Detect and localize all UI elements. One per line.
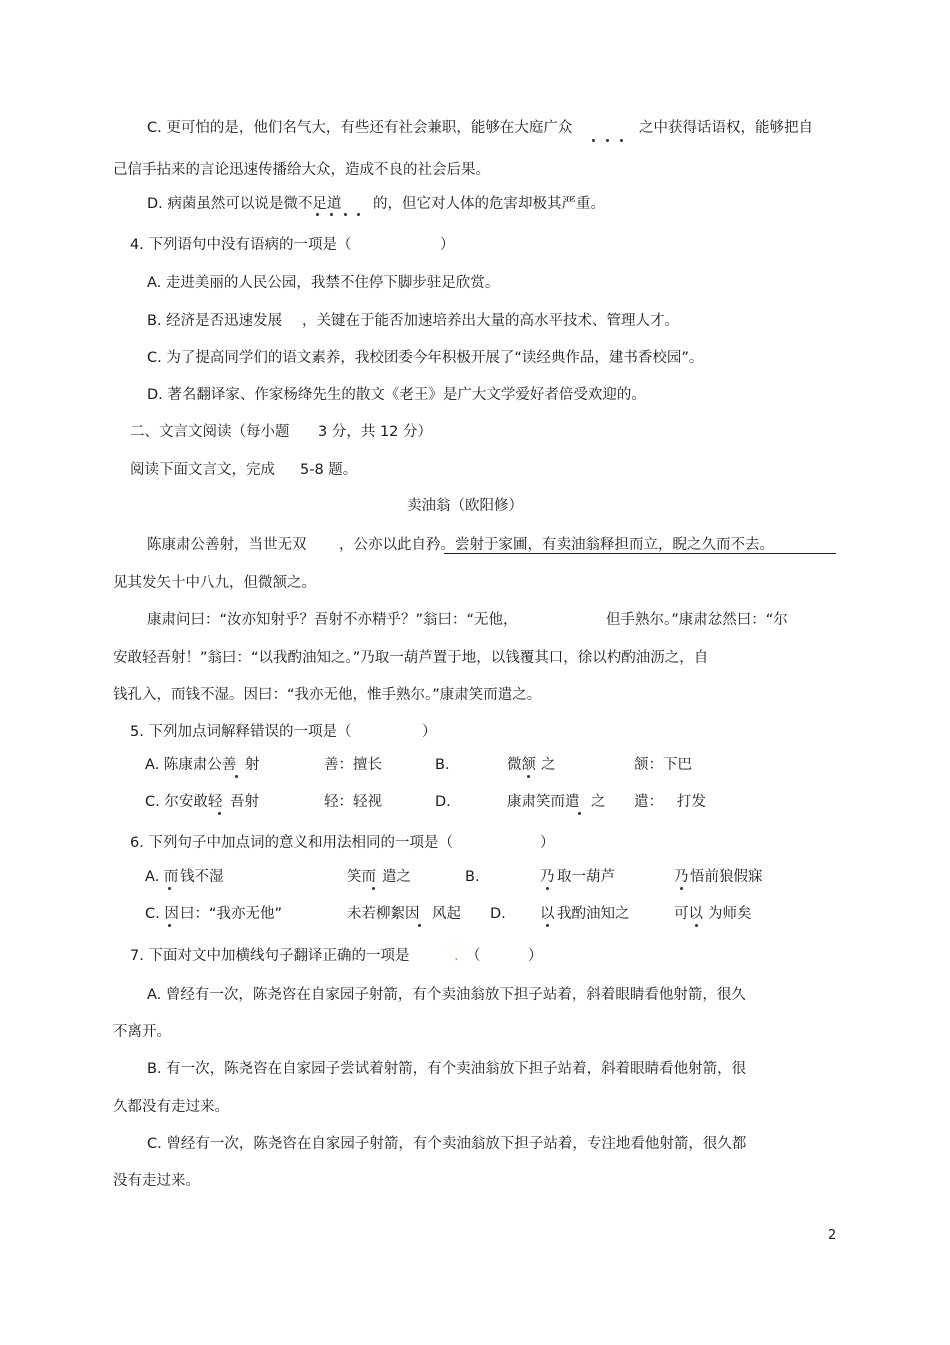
q3-option-d-head: D. 病菌虽然可以说是微不足道 xyxy=(147,196,342,212)
emphasis-dot xyxy=(218,812,221,815)
passage-p1-line2: 见其发矢十中八九，但微颔之。 xyxy=(113,575,316,591)
q3-option-c-line1-tail: 之中获得话语权，能够把自 xyxy=(639,120,813,136)
q5-option-d-label: D. xyxy=(435,794,451,810)
q4-option-a: A. 走进美丽的人民公园，我禁不住停下脚步驻足欣赏。 xyxy=(147,275,500,291)
emphasis-dot xyxy=(168,924,171,927)
q6-option-d-rest: 我酌油知之 xyxy=(557,906,630,922)
q5-option-d-gloss-value: 打发 xyxy=(677,794,706,810)
emphasis-dot xyxy=(695,924,698,927)
section2-heading-tail: 3 分，共 12 分） xyxy=(318,424,433,440)
emphasis-dot xyxy=(680,887,683,890)
q5-option-c: C. 尔安敢轻 xyxy=(145,794,223,810)
q6-option-d: 以 xyxy=(540,906,555,922)
q6-option-d2: 可以 xyxy=(674,906,703,922)
emphasis-dot xyxy=(527,775,530,778)
passage-p1-b: ，公亦以此自矜。 xyxy=(339,537,455,553)
section2-instruction-tail: 5-8 题。 xyxy=(300,462,358,478)
emphasis-dot xyxy=(330,213,333,216)
q6-option-b: 乃 xyxy=(540,869,555,885)
q3-option-c-line2: 己信手拈来的言论迅速传播给大众，造成不良的社会后果。 xyxy=(113,162,490,178)
q7-option-a-line2: 不离开。 xyxy=(113,1024,171,1040)
q7-option-c-line1: C. 曾经有一次，陈尧咨在自家园子射箭，有个卖油翁放下担子站着，专注地看他射箭，很久都 xyxy=(147,1136,747,1152)
emphasis-dot xyxy=(418,924,421,927)
q5-option-c-gloss: 轻：轻视 xyxy=(324,794,382,810)
q6-option-b2: 乃 xyxy=(674,869,689,885)
emphasis-dot xyxy=(168,887,171,890)
q6-option-d-label: D. xyxy=(490,906,506,922)
passage-p1-underlined: 尝射于家圃，有卖油翁释担而立，睨之久而不去。 xyxy=(455,537,774,553)
q6-option-b-label: B. xyxy=(465,869,480,885)
q6-option-a2: 笑而 xyxy=(347,869,376,885)
q7-option-c-line2: 没有走过来。 xyxy=(113,1173,200,1189)
q5-option-d: 康肃笑而遣 xyxy=(507,794,580,810)
q6-stem-close: ） xyxy=(540,835,555,851)
q6-option-c2-rest: 风起 xyxy=(432,906,461,922)
emphasis-dot xyxy=(620,139,623,142)
q4-option-c: C. 为了提高同学们的语文素养，我校团委今年积极开展了“读经典作品，建书香校园”。 xyxy=(147,350,704,366)
emphasis-dot xyxy=(578,812,581,815)
q5-option-a: A. 陈康肃公善 xyxy=(145,757,237,773)
underline-mark xyxy=(444,553,836,554)
q6-option-a: A. 而 xyxy=(145,869,179,885)
q6-option-a-rest: 钱不湿 xyxy=(180,869,224,885)
q6-option-c: C. 因 xyxy=(145,906,179,922)
q4-stem: 4. 下列语句中没有语病的一项是（ xyxy=(130,237,352,253)
q5-stem-close: ） xyxy=(422,724,437,740)
q7-option-b-line2: 久都没有走过来。 xyxy=(113,1099,229,1115)
q5-option-b-gloss: 颔：下巴 xyxy=(634,757,692,773)
q3-option-d-tail: 的，但它对人体的危害却极其严重。 xyxy=(373,196,605,212)
q4-option-b-tail: ，关键在于能否加速培养出大量的高水平技术、管理人才。 xyxy=(302,313,679,329)
page-number: 2 xyxy=(828,1228,837,1243)
q7-stem-close: ） xyxy=(528,948,543,964)
emphasis-dot xyxy=(357,213,360,216)
passage-p2-line3: 钱孔入，而钱不湿。因曰：“我亦无他，惟手熟尔。”康肃笑而遣之。 xyxy=(113,687,542,703)
q6-option-d2-rest: 为师矣 xyxy=(708,906,752,922)
passage-p2-a: 康肃问曰：“汝亦知射乎？吾射不亦精乎？”翁曰：“无他， xyxy=(147,612,518,628)
q7-option-a-line1: A. 曾经有一次，陈尧咨在自家园子射箭，有个卖油翁放下担子站着，斜着眼睛看他射箭，很久 xyxy=(147,987,746,1003)
q5-stem: 5. 下列加点词解释错误的一项是（ xyxy=(130,724,352,740)
emphasis-dot xyxy=(546,924,549,927)
q5-option-b-word: 之 xyxy=(541,757,556,773)
q4-stem-close: ） xyxy=(440,237,455,253)
q7-stem: 7. 下面对文中加横线句子翻译正确的一项是 xyxy=(130,948,410,964)
q5-option-a-gloss: 善：擅长 xyxy=(324,757,382,773)
emphasis-dot xyxy=(344,213,347,216)
section2-instruction-head: 阅读下面文言文，完成 xyxy=(130,462,275,478)
emphasis-dot xyxy=(592,139,595,142)
q6-option-a2-rest: 遣之 xyxy=(382,869,411,885)
q6-option-b-rest: 取一葫芦 xyxy=(557,869,615,885)
q5-option-a-word: 射 xyxy=(245,757,260,773)
q7-stem-paren: （ xyxy=(466,948,481,964)
q5-option-d-gloss: 遣： xyxy=(634,794,663,810)
passage-p2-line2: 安敢轻吾射！”翁曰：“以我酌油知之。”乃取一葫芦置于地，以钱覆其口，徐以杓酌油沥之，自 xyxy=(113,650,709,666)
q5-option-c-word: 吾射 xyxy=(230,794,259,810)
emphasis-dot xyxy=(546,887,549,890)
section2-heading-head: 二、文言文阅读（每小题 xyxy=(130,424,290,440)
q6-stem: 6. 下列句子中加点词的意义和用法相同的一项是（ xyxy=(130,835,453,851)
q7-stem-dot: . xyxy=(454,948,459,964)
q3-option-c-line1: C. 更可怕的是，他们名气大，有些还有社会兼职，能够在大庭广众 xyxy=(147,120,573,136)
emphasis-dot xyxy=(316,213,319,216)
emphasis-dot xyxy=(372,887,375,890)
q7-option-b-line1: B. 有一次，陈尧咨在自家园子尝试着射箭，有个卖油翁放下担子站着，斜着眼睛看他射箭，很 xyxy=(147,1061,747,1077)
q4-option-b-head: B. 经济是否迅速发展 xyxy=(147,313,283,329)
q6-option-c2: 未若柳絮因 xyxy=(347,906,420,922)
emphasis-dot xyxy=(606,139,609,142)
q5-option-b-label: B. xyxy=(435,757,450,773)
passage-p1-a: 陈康肃公善射，当世无双 xyxy=(147,537,307,553)
q4-option-d: D. 著名翻译家、作家杨绛先生的散文《老王》是广大文学爱好者倍受欢迎的。 xyxy=(147,387,646,403)
q6-option-b2-rest: 悟前狼假寐 xyxy=(690,869,763,885)
passage-p2-b: 但手熟尔。”康肃忿然曰：“尔 xyxy=(606,612,788,628)
q5-option-b: 微颔 xyxy=(507,757,536,773)
emphasis-dot xyxy=(235,775,238,778)
q6-option-c-rest: 曰：“我亦无他” xyxy=(180,906,283,922)
q5-option-d-word: 之 xyxy=(591,794,606,810)
passage-title: 卖油翁（欧阳修） xyxy=(407,498,523,514)
